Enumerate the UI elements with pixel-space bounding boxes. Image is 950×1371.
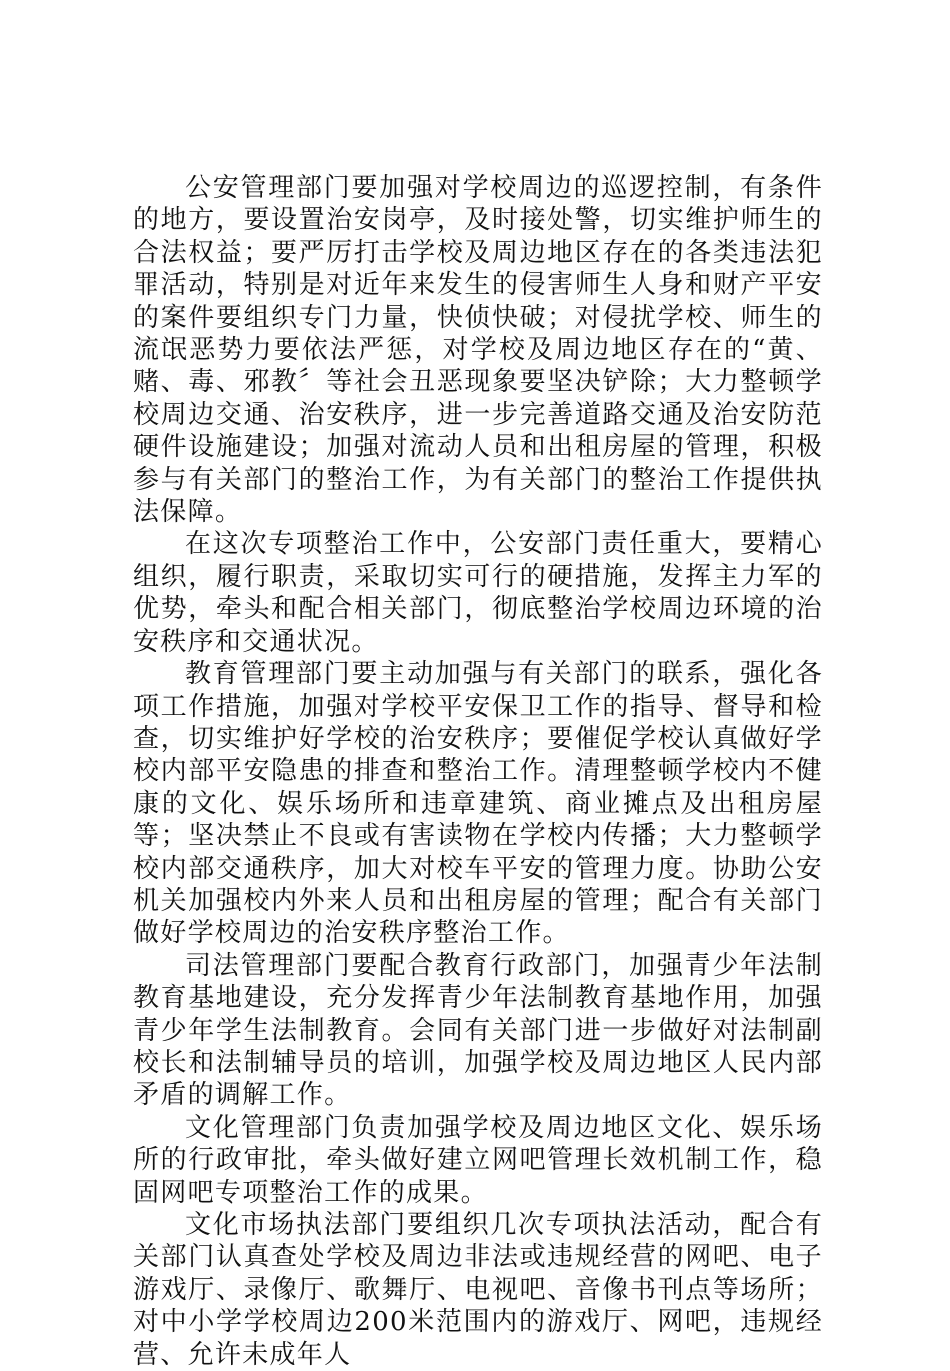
paragraph-police-responsibility: 在这次专项整治工作中，公安部门责任重大，要精心组织，履行职责，采取切实可行的硬措施，发挥主力军的优势，牵头和配合相关部门，彻底整治学校周边环境的治安秩序和交通状况。	[133, 529, 823, 657]
document-body	[133, 172, 823, 1371]
paragraph-police: 公安管理部门要加强对学校周边的巡逻控制，有条件的地方，要设置治安岗亭，及时接处警，切实维护师生的合法权益；要严厉打击学校及周边地区存在的各类违法犯罪活动，特别是对近年来发生的侵害师生人身和财产平安的案件要组织专门力量，快侦快破；对侵扰学校、师生的流氓恶势力要依法严惩，对学校及周边地区存在的“黄、赌、毒、邪教〞等社会丑恶现象要坚决铲除；大力整顿学校周边交通、治安秩序，进一步完善道路交通及治安防范硬件设施建设；加强对流动人员和出租房屋的管理，积极参与有关部门的整治工作，为有关部门的整治工作提供执法保障。	[133, 173, 823, 528]
paragraph-culture-enforcement: 文化市场执法部门要组织几次专项执法活动，配合有关部门认真查处学校及周边非法或违规经营的网吧、电子游戏厅、录像厅、歌舞厅、电视吧、音像书刊点等场所；对中小学学校周边200米范围内的游戏厅、网吧，违规经营、允许未成年人	[133, 1210, 823, 1370]
paragraph-culture: 文化管理部门负责加强学校及周边地区文化、娱乐场所的行政审批，牵头做好建立网吧管理长效机制工作，稳固网吧专项整治工作的成果。	[133, 1112, 823, 1208]
paragraph-judicial: 司法管理部门要配合教育行政部门，加强青少年法制教育基地建设，充分发挥青少年法制教育基地作用，加强青少年学生法制教育。会同有关部门进一步做好对法制副校长和法制辅导员的培训，加强学校及周边地区人民内部矛盾的调解工作。	[133, 950, 823, 1111]
paragraph-education: 教育管理部门要主动加强与有关部门的联系，强化各项工作措施，加强对学校平安保卫工作的指导、督导和检查，切实维护好学校的治安秩序；要催促学校认真做好学校内部平安隐患的排查和整治工作。清理整顿学校内不健康的文化、娱乐场所和违章建筑、商业摊点及出租房屋等；坚决禁止不良或有害读物在学校内传播；大力整顿学校内部交通秩序，加大对校车平安的管理力度。协助公安机关加强校内外来人员和出租房屋的管理；配合有关部门做好学校周边的治安秩序整治工作。	[133, 659, 823, 949]
